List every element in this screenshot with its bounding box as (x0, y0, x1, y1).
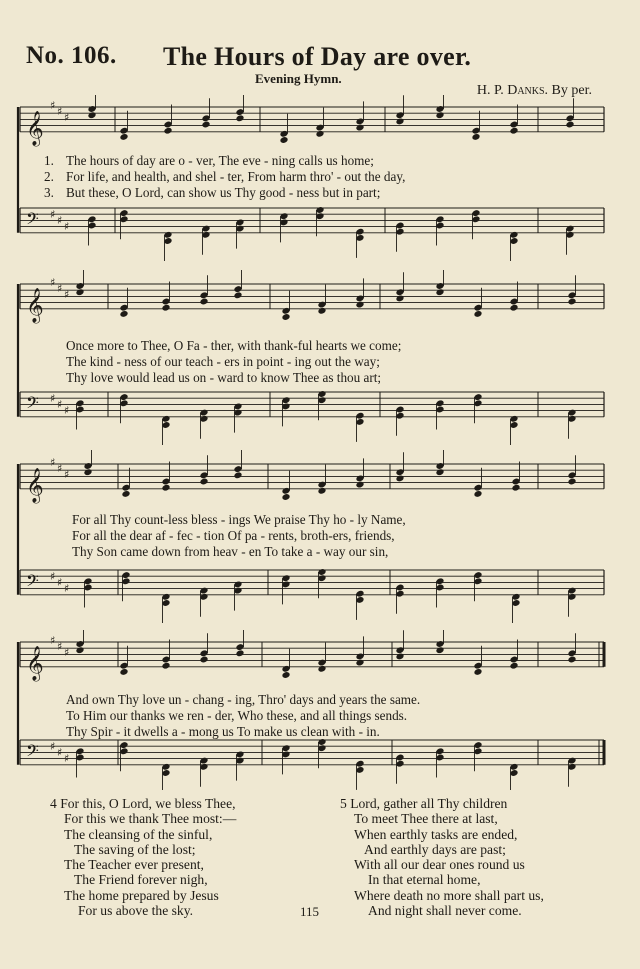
note-head (161, 484, 170, 492)
verse-line: And night shall never come. (368, 903, 522, 919)
treble-clef-icon: 𝄞 (26, 645, 44, 681)
verse-line: For us above the sky. (78, 903, 194, 919)
note-head (395, 474, 404, 482)
note-head (473, 668, 482, 676)
sharp-icon: ♯ (50, 276, 56, 289)
music-system-4 (0, 630, 640, 790)
sharp-icon: ♯ (50, 456, 56, 469)
note-head (233, 291, 242, 299)
note-head (83, 468, 92, 476)
note-head (509, 304, 518, 312)
note-head (435, 288, 444, 296)
note-head (161, 304, 170, 312)
note-head (395, 652, 404, 660)
sharp-icon: ♯ (57, 214, 63, 227)
verse-4 (50, 796, 236, 918)
note-head (87, 111, 96, 119)
lyric-line: 3. But these, O Lord, can show us Thy good - ness but in part; (44, 185, 381, 200)
sharp-icon: ♯ (64, 220, 70, 233)
verse-line: 5 Lord, gather all Thy children (340, 796, 508, 811)
note-head (435, 468, 444, 476)
note-head (235, 114, 244, 122)
note-head (435, 111, 444, 119)
verse-line: 4 For this, O Lord, we bless Thee, (50, 796, 236, 811)
music-system-3 (0, 450, 640, 625)
verse-line: The Teacher ever present, (64, 857, 204, 873)
sharp-icon: ♯ (50, 570, 56, 583)
sharp-icon: ♯ (64, 646, 70, 659)
page-number: 115 (300, 904, 320, 919)
note-head (355, 659, 364, 667)
sharp-icon: ♯ (50, 99, 56, 112)
note-head (163, 127, 172, 135)
composer-note: By per. (551, 83, 592, 98)
verse-line: The Friend forever nigh, (74, 872, 208, 888)
note-head (199, 478, 208, 486)
verse-line: To meet Thee there at last, (354, 811, 498, 827)
verse-line: Where death no more shall part us, (354, 887, 544, 903)
note-head (567, 298, 576, 306)
note-head (395, 294, 404, 302)
verse-5 (340, 796, 544, 918)
lyric-line: Once more to Thee, O Fa - ther, with thank-ful hearts we come; (66, 338, 402, 353)
sharp-icon: ♯ (64, 752, 70, 765)
note-head (235, 649, 244, 657)
lyric-line: To Him our thanks we ren - der, Who these, and all things sends. (66, 708, 408, 723)
verse-line: In that eternal home, (368, 872, 481, 888)
music-system-2 (0, 270, 640, 450)
sharp-icon: ♯ (64, 404, 70, 417)
sharp-icon: ♯ (50, 392, 56, 405)
hymn-title: The Hours of Day are over. (163, 42, 472, 71)
lyric-line: Thy Spir - it dwells a - mong us To make us clean with - in. (66, 724, 380, 739)
note-head (435, 646, 444, 654)
lyric-line: Thy Son came down from heav - en To take a - way our sin, (72, 544, 389, 559)
note-head (395, 117, 404, 125)
verse-line: The home prepared by Jesus (64, 887, 219, 903)
note-head (119, 310, 128, 318)
note-head (281, 671, 290, 679)
verse-line: For this we thank Thee most:— (64, 811, 237, 827)
treble-clef-icon: 𝄞 (26, 287, 44, 323)
lyric-line: For all Thy count-less bless - ings We praise Thy ho - ly Name, (72, 512, 406, 527)
lyric-line: Thy love would lead us on - ward to know Thee as thou art; (66, 370, 382, 385)
verse-line: The cleansing of the sinful, (64, 826, 213, 842)
note-head (75, 646, 84, 654)
note-head (75, 288, 84, 296)
note-head (199, 656, 208, 664)
sharp-icon: ♯ (64, 111, 70, 124)
sharp-icon: ♯ (64, 582, 70, 595)
note-head (317, 665, 326, 673)
sharp-icon: ♯ (57, 398, 63, 411)
note-head (201, 121, 210, 129)
note-head (281, 313, 290, 321)
sharp-icon: ♯ (50, 208, 56, 221)
lyric-line: For all the dear af - fec - tion Of pa - rents, broth-ers, friends, (72, 528, 395, 543)
note-head (509, 127, 518, 135)
note-head (317, 307, 326, 315)
bass-clef-icon: 𝄢 (26, 392, 39, 417)
sharp-icon: ♯ (57, 746, 63, 759)
composer-name: H. P. Danks. (476, 83, 549, 98)
note-head (119, 668, 128, 676)
hymn-number: No. 106. (26, 42, 117, 69)
verse-line: When earthly tasks are ended, (354, 826, 518, 842)
note-head (281, 493, 290, 501)
note-head (279, 136, 288, 144)
hymn-subtitle: Evening Hymn. (255, 71, 342, 86)
note-head (471, 133, 480, 141)
treble-clef-icon: 𝄞 (26, 110, 44, 146)
sharp-icon: ♯ (57, 640, 63, 653)
note-head (473, 310, 482, 318)
lyric-line: 2. For life, and health, and shel - ter, From harm thro' - out the day, (44, 169, 406, 184)
sharp-icon: ♯ (57, 282, 63, 295)
sharp-icon: ♯ (50, 634, 56, 647)
note-head (473, 490, 482, 498)
verse-line: With all our dear ones round us (354, 857, 525, 873)
treble-clef-icon: 𝄞 (26, 467, 44, 503)
note-head (355, 481, 364, 489)
note-head (161, 662, 170, 670)
note-head (567, 656, 576, 664)
music-system-1 (0, 95, 640, 270)
note-head (317, 487, 326, 495)
note-head (121, 490, 130, 498)
lyric-line: The kind - ness of our teach - ers in point - ing out the way; (66, 354, 380, 369)
note-head (565, 121, 574, 129)
note-head (233, 471, 242, 479)
bass-clef-icon: 𝄢 (26, 208, 39, 233)
sharp-icon: ♯ (57, 576, 63, 589)
note-head (511, 484, 520, 492)
note-head (199, 298, 208, 306)
sharp-icon: ♯ (50, 740, 56, 753)
sharp-icon: ♯ (57, 462, 63, 475)
sharp-icon: ♯ (64, 468, 70, 481)
bass-clef-icon: 𝄢 (26, 740, 39, 765)
note-head (315, 130, 324, 138)
note-head (509, 662, 518, 670)
bass-clef-icon: 𝄢 (26, 570, 39, 595)
verse-line: The saving of the lost; (74, 841, 196, 857)
lyric-line: And own Thy love un - chang - ing, Thro' days and years the same. (66, 692, 421, 707)
note-head (119, 133, 128, 141)
note-head (355, 301, 364, 309)
lyric-line: 1. The hours of day are o - ver, The eve - ning calls us home; (44, 153, 374, 168)
sharp-icon: ♯ (57, 105, 63, 118)
verse-line: And earthly days are past; (364, 841, 506, 857)
note-head (355, 124, 364, 132)
sharp-icon: ♯ (64, 288, 70, 301)
note-head (567, 478, 576, 486)
